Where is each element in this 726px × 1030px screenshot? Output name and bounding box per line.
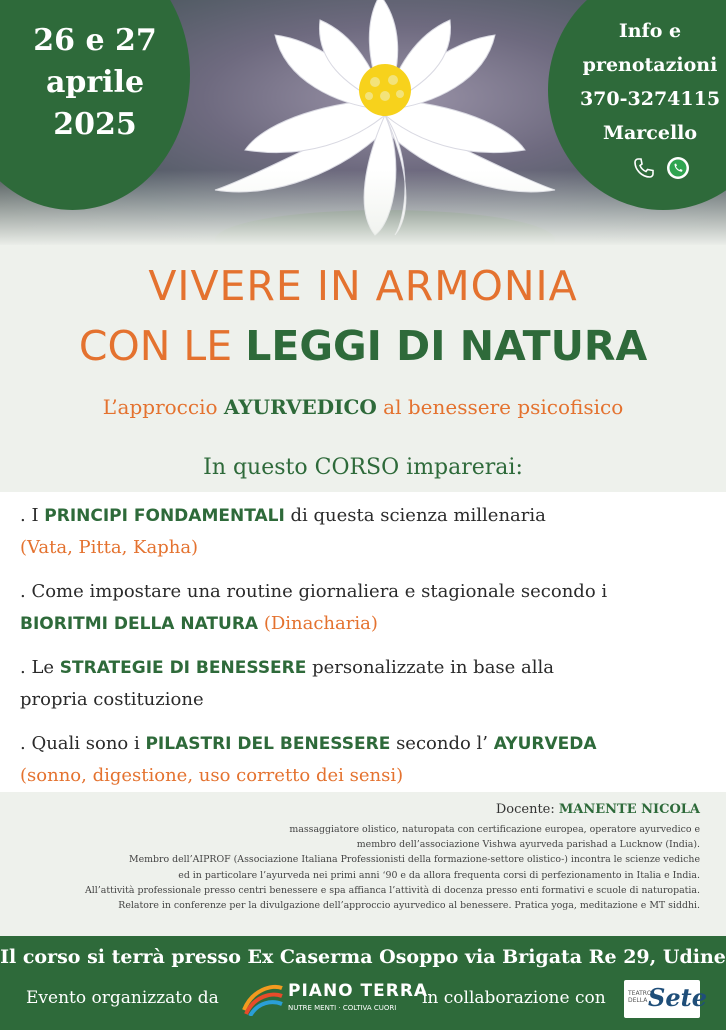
bio-line: massaggiatore olistico, naturopata con certificazione europea, operatore ayurvedico e bbox=[289, 824, 700, 835]
info-line-1: Info e bbox=[618, 20, 682, 42]
teacher-name: MANENTE NICOLA bbox=[558, 802, 700, 817]
logo-name: PIANO TERRA bbox=[288, 981, 429, 1001]
teacher-label: Docente: bbox=[495, 802, 559, 817]
collaboration-label: in collaborazione con bbox=[422, 988, 606, 1008]
bullet-emphasis: STRATEGIE DI BENESSERE bbox=[59, 658, 307, 678]
bullet-emphasis: BIORITMI DELLA NATURA bbox=[20, 614, 259, 634]
bullet-emphasis: PILASTRI DEL BENESSERE bbox=[145, 734, 391, 754]
course-topics-list bbox=[20, 500, 710, 804]
bullet-text: . I bbox=[20, 505, 45, 526]
organized-by-label: Evento organizzato da bbox=[26, 988, 219, 1008]
info-line-2: prenotazioni bbox=[582, 54, 718, 76]
piano-terra-logo-mark bbox=[242, 980, 284, 1016]
event-date bbox=[20, 20, 170, 146]
logo-small-line: TEATRO bbox=[628, 990, 652, 997]
date-line-1: 26 e 27 bbox=[33, 23, 157, 58]
bio-line: ed in particolare l’ayurveda nei primi anni ‘90 e da allora frequenta corsi di perfezionamento in Italia e India. bbox=[178, 869, 700, 881]
bio-line: Membro dell’AIPROF (Associazione Italiana Professionisti della formazione-settore olistico-) incontra le scienze vediche bbox=[128, 854, 700, 866]
subtitle-suffix: al benessere psicofisico bbox=[376, 395, 624, 419]
bullet-emphasis: PRINCIPI FONDAMENTALI bbox=[44, 506, 285, 526]
booking-info bbox=[565, 14, 726, 150]
logo-tagline: NUTRE MENTI · COLTIVA CUORI bbox=[288, 1004, 397, 1012]
title-emphasis: LEGGI DI NATURA bbox=[245, 322, 648, 370]
bullet-note: (Dinacharia) bbox=[258, 613, 378, 634]
subtitle-prefix: L’approccio bbox=[102, 395, 224, 419]
main-title-line-1: VIVERE IN ARMONIA bbox=[148, 262, 578, 310]
logo-small-line: DELLA bbox=[628, 997, 648, 1004]
contact-name: Marcello bbox=[602, 122, 698, 144]
subtitle-emphasis: AYURVEDICO bbox=[223, 395, 377, 419]
phone-number[interactable]: 370-3274115 bbox=[579, 88, 721, 110]
date-line-3: 2025 bbox=[53, 107, 137, 142]
teacher-bio bbox=[20, 822, 700, 913]
subtitle bbox=[0, 392, 726, 422]
list-item bbox=[20, 500, 710, 564]
bio-line: Relatore in conferenze per la divulgazione dell’approccio ayurvedico al benessere. Pratica yoga, meditazione e MT siddhi. bbox=[118, 900, 700, 912]
bullet-text: secondo l’ bbox=[390, 733, 494, 754]
list-item bbox=[20, 728, 710, 792]
course-heading: In questo CORSO imparerai: bbox=[203, 455, 523, 480]
bullet-note: (sonno, digestione, uso corretto dei sensi) bbox=[20, 765, 404, 786]
bullet-text: . Come impostare una routine giornaliera e stagionale secondo i bbox=[20, 581, 608, 602]
teatro-della-sete-logo[interactable] bbox=[624, 980, 707, 1018]
main-title-line-2 bbox=[0, 318, 726, 374]
bio-line: All’attività professionale presso centri benessere e spa affianca l’attività di docenza presso enti formativi e scuole di naturopatia. bbox=[84, 884, 700, 896]
bullet-text: personalizzate in base alla bbox=[306, 657, 555, 678]
bullet-text: propria costituzione bbox=[20, 689, 204, 710]
contact-icons bbox=[632, 156, 690, 180]
list-item bbox=[20, 652, 710, 716]
teacher-heading bbox=[496, 802, 700, 817]
logo-name: Sete bbox=[648, 983, 707, 1012]
venue-info: Il corso si terrà presso Ex Caserma Osoppo via Brigata Re 29, Udine bbox=[0, 946, 726, 968]
bullet-emphasis: AYURVEDA bbox=[493, 734, 597, 754]
bullet-text: di questa scienza millenaria bbox=[284, 505, 546, 526]
title-prefix: CON LE bbox=[78, 322, 246, 370]
bullet-text: . Quali sono i bbox=[20, 733, 146, 754]
organizer-row bbox=[0, 980, 726, 1020]
list-item bbox=[20, 576, 710, 640]
bio-line: membro dell’associazione Vishwa ayurveda parishad a Lucknow (India). bbox=[356, 839, 700, 851]
piano-terra-logo[interactable] bbox=[242, 980, 429, 1018]
whatsapp-icon[interactable] bbox=[666, 156, 690, 180]
bullet-text: . Le bbox=[20, 657, 60, 678]
phone-icon[interactable] bbox=[632, 156, 656, 180]
bullet-note: (Vata, Pitta, Kapha) bbox=[20, 537, 199, 558]
date-line-2: aprile bbox=[45, 65, 145, 100]
